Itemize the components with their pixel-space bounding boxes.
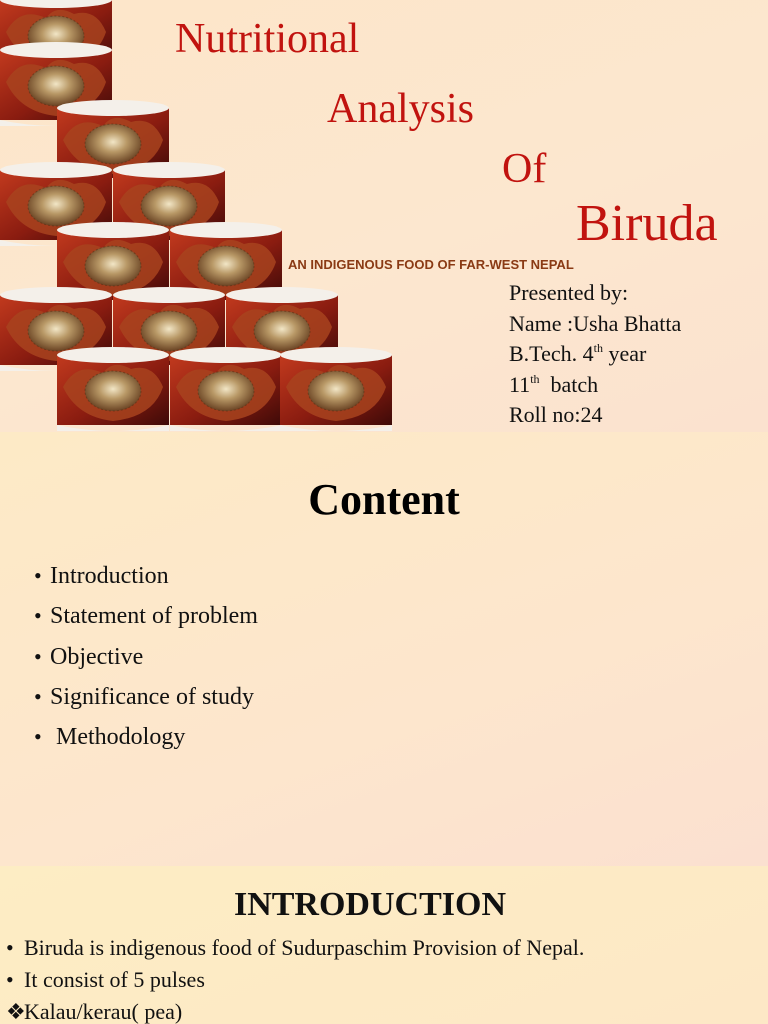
bullet-icon: • [6,935,14,960]
bullet-icon: • [34,643,42,669]
list-item: • It consist of 5 pulses [6,964,584,996]
list-item: • Objective [34,637,258,677]
bullet-icon: • [34,563,42,588]
diamond-bullet-icon: ❖ [6,999,26,1024]
presenter-roll: Roll no:24 [509,402,603,427]
introduction-title: INTRODUCTION [233,886,507,923]
presenter-program: B.Tech. 4th year [509,341,647,366]
title-word-analysis: Analysis [327,86,474,132]
title-word-of: Of [502,146,547,192]
presented-by-label: Presented by: [509,280,629,305]
bullet-icon: • [34,683,42,709]
list-item: • Introduction [34,556,258,596]
introduction-slide [0,866,768,1024]
bullet-icon: • [6,967,14,992]
presenter-name: Name :Usha Bhatta [509,310,682,336]
content-list [34,556,258,757]
content-title: Content [308,475,460,524]
bullet-icon: • [34,724,42,750]
list-item: • Statement of problem [34,596,258,636]
list-item: ❖Kalau/kerau( pea) [6,996,584,1024]
seed-hands-image [280,347,392,431]
list-item: • Methodology [34,717,258,757]
list-item: • Biruda is indigenous food of Sudurpaschim Provision of Nepal. [6,932,584,964]
list-item: • Significance of study [34,677,258,717]
title-word-nutritional: Nutritional [175,16,360,62]
subtitle: AN INDIGENOUS FOOD OF FAR-WEST NEPAL [288,257,574,272]
seed-hands-image [170,347,282,431]
biruda-seed-image-collage [0,0,400,432]
bullet-icon: • [34,603,42,629]
presenter-batch: 11th batch [509,371,599,397]
title-word-biruda: Biruda [576,195,718,252]
presenter-block [509,278,681,431]
introduction-list [6,932,584,1024]
title-slide [0,0,768,432]
seed-hands-image [57,347,169,431]
content-slide [0,432,768,866]
